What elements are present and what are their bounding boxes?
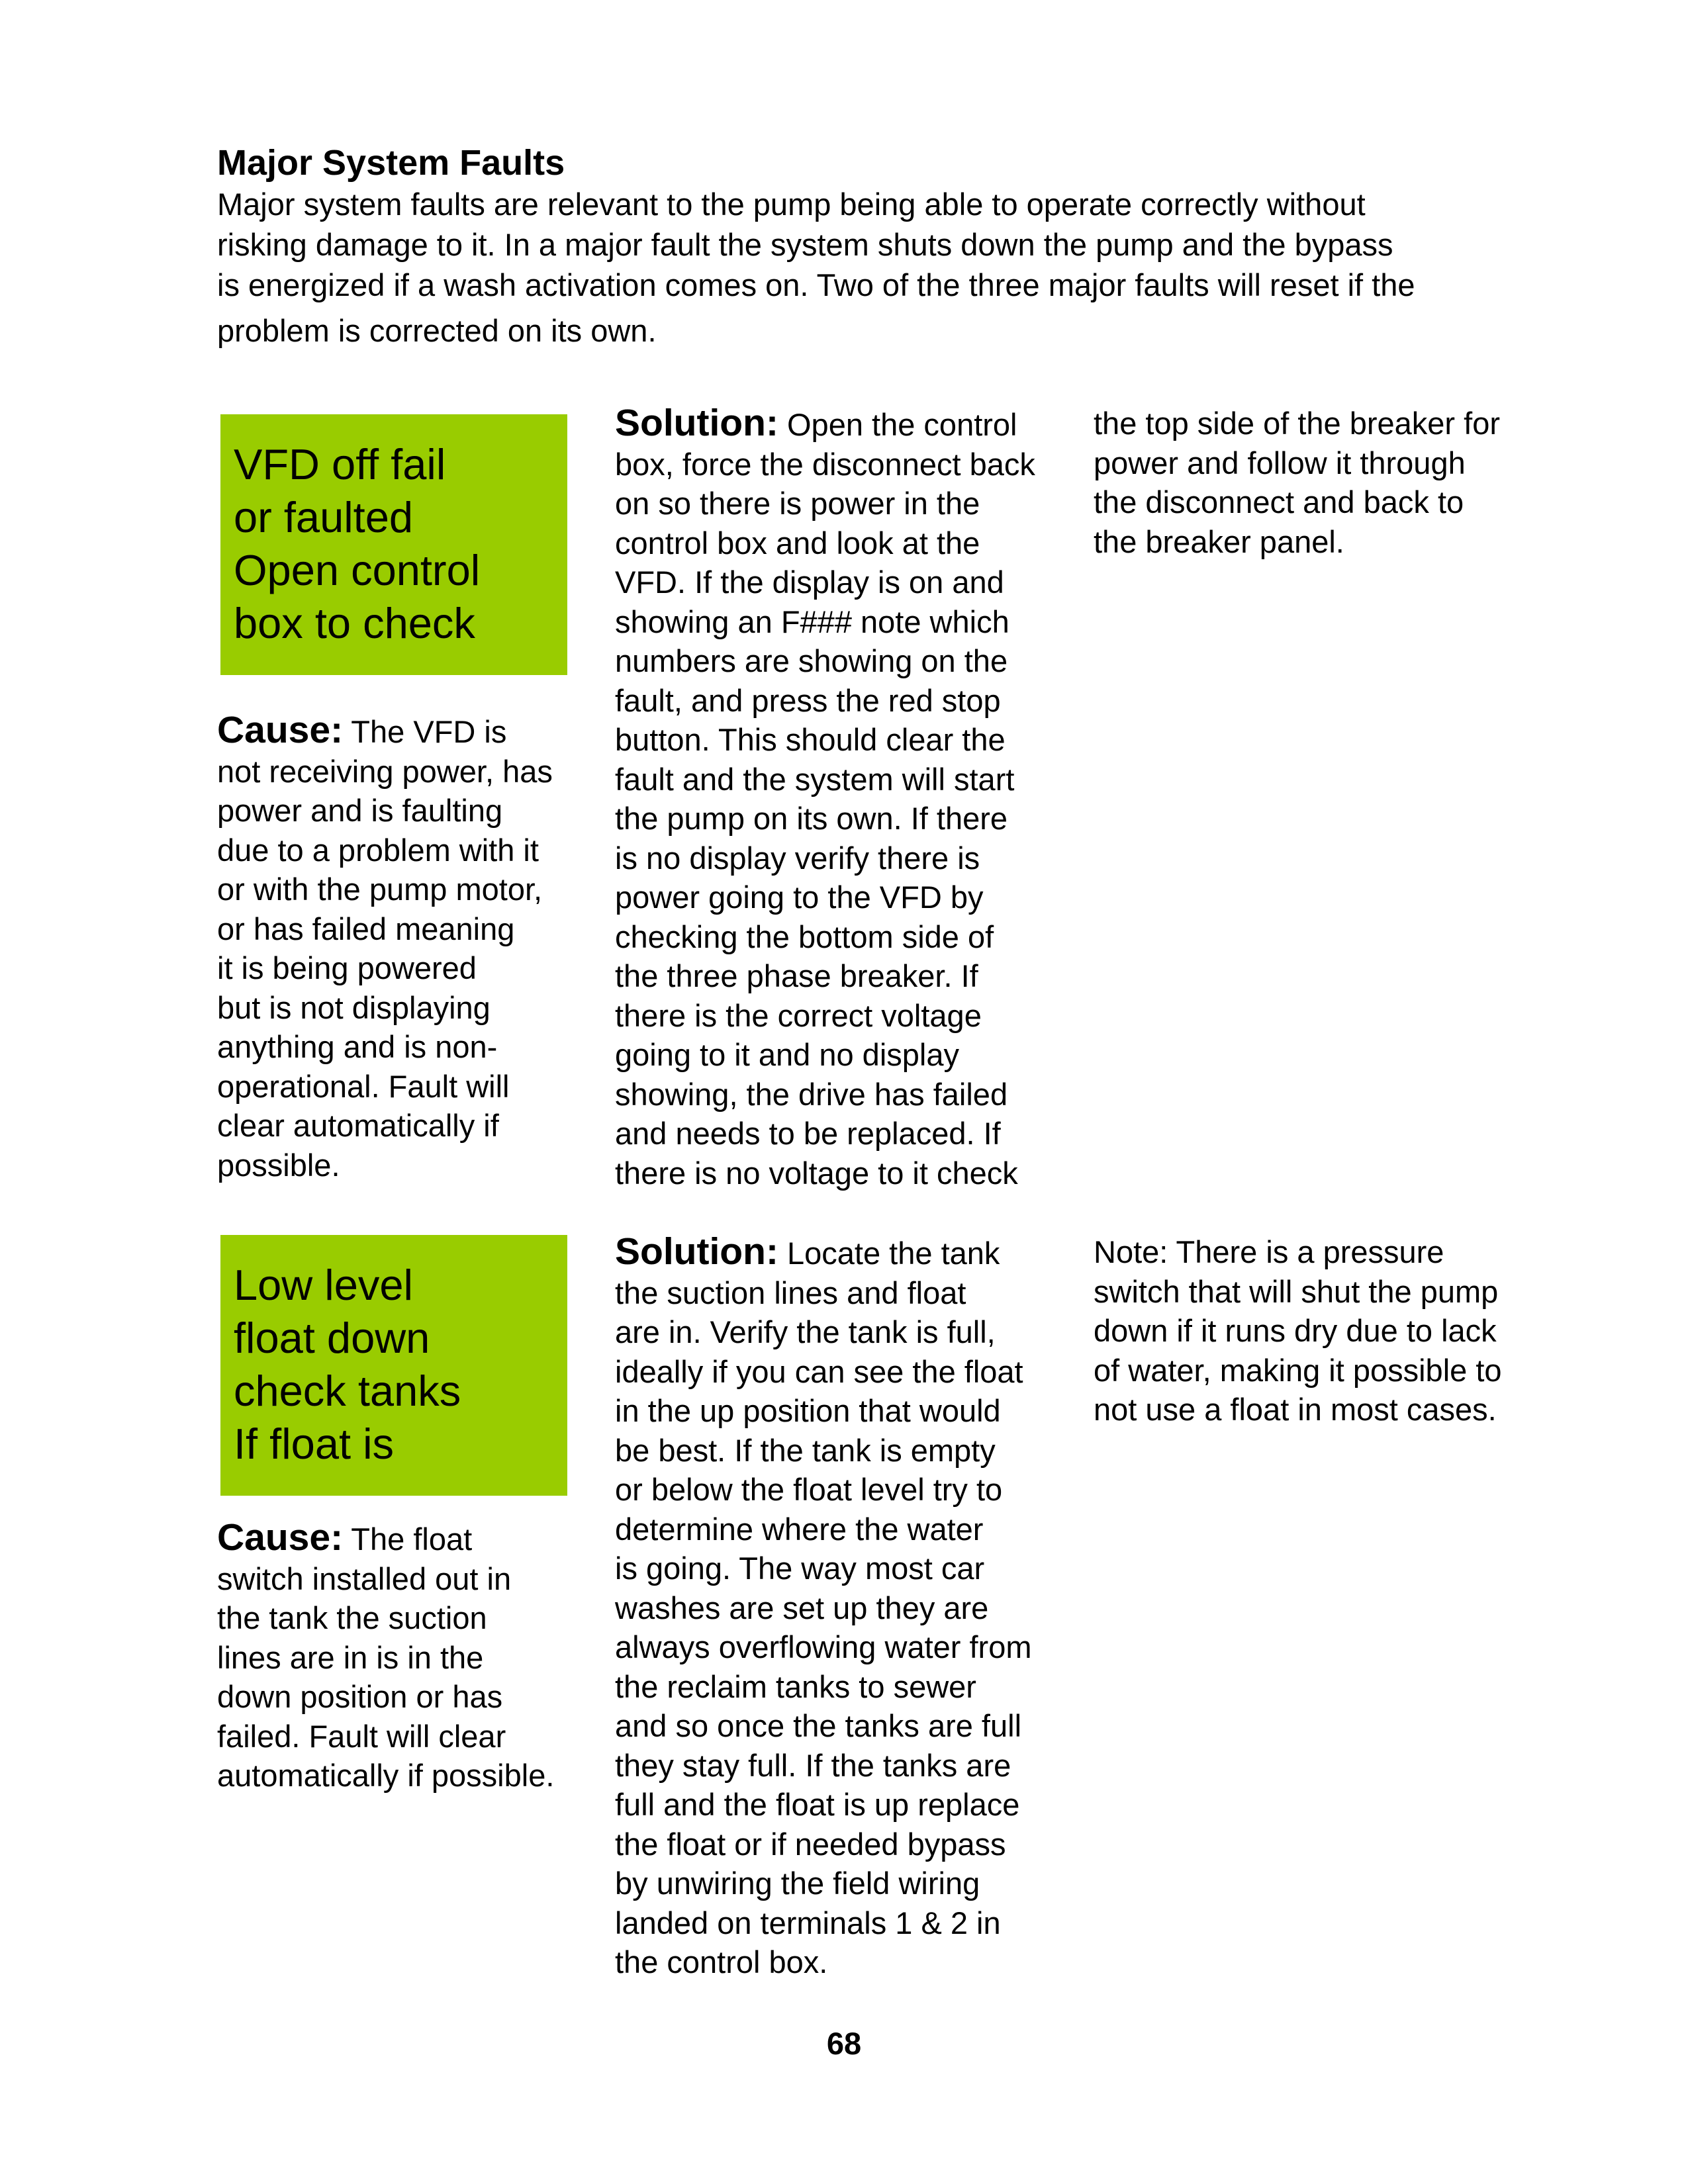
cause-label: Cause: bbox=[217, 709, 344, 751]
solution-line: always overflowing water from bbox=[615, 1629, 1032, 1664]
cause-line: down position or has bbox=[217, 1679, 503, 1714]
display-line: float down bbox=[234, 1314, 430, 1362]
cause-line: clear automatically if bbox=[217, 1108, 499, 1143]
solution-line: power going to the VFD by bbox=[615, 880, 984, 915]
cause-line: automatically if possible. bbox=[217, 1758, 555, 1793]
solution-line: is going. The way most car bbox=[615, 1551, 985, 1586]
cause-line: lines are in is in the bbox=[217, 1639, 484, 1675]
fault-note-low-level bbox=[1094, 1232, 1502, 1430]
intro-paragraph bbox=[217, 184, 1528, 351]
solution-line: they stay full. If the tanks are bbox=[615, 1747, 1011, 1783]
solution-line: checking the bottom side of bbox=[615, 919, 994, 954]
cause-line: possible. bbox=[217, 1147, 340, 1183]
solution-line: control box and look at the bbox=[615, 525, 980, 561]
cause-line: due to a problem with it bbox=[217, 832, 539, 868]
cause-line: failed. Fault will clear bbox=[217, 1718, 506, 1754]
display-line: If float is bbox=[234, 1420, 395, 1468]
solution-line: VFD. If the display is on and bbox=[615, 565, 1004, 600]
solution-line: there is no voltage to it check bbox=[615, 1155, 1018, 1191]
solution-line: ideally if you can see the float bbox=[615, 1353, 1023, 1389]
page-number: 68 bbox=[826, 2026, 862, 2061]
solution-line: and needs to be replaced. If bbox=[615, 1116, 1001, 1151]
solution-line: the three phase breaker. If bbox=[615, 958, 978, 993]
continued-line: the breaker panel. bbox=[1094, 523, 1344, 559]
cause-line: not receiving power, has bbox=[217, 753, 553, 789]
note-line: switch that will shut the pump bbox=[1094, 1273, 1499, 1309]
solution-line: there is the correct voltage bbox=[615, 997, 982, 1033]
continued-line: the top side of the breaker for bbox=[1094, 406, 1500, 441]
display-line: box to check bbox=[234, 599, 475, 647]
solution-line: box, force the disconnect back bbox=[615, 446, 1035, 482]
solution-line: numbers are showing on the bbox=[615, 643, 1008, 678]
solution-line: full and the float is up replace bbox=[615, 1787, 1020, 1822]
solution-line: showing an F### note which bbox=[615, 604, 1009, 639]
note-line: of water, making it possible to bbox=[1094, 1352, 1502, 1388]
solution-line: by unwiring the field wiring bbox=[615, 1866, 980, 1901]
continued-line: the disconnect and back to bbox=[1094, 484, 1464, 520]
solution-line: going to it and no display bbox=[615, 1037, 959, 1072]
solution-line: washes are set up they are bbox=[615, 1590, 989, 1625]
note-line: Note: There is a pressure bbox=[1094, 1234, 1444, 1269]
intro-line: risking damage to it. In a major fault the system shuts down the pump and the bypass bbox=[217, 227, 1393, 262]
solution-label: Solution: bbox=[615, 1230, 778, 1273]
intro-line: problem is corrected on its own. bbox=[217, 313, 657, 348]
cause-line: power and is faulting bbox=[217, 793, 503, 828]
solution-line: in the up position that would bbox=[615, 1393, 1001, 1428]
display-line: Low level bbox=[234, 1261, 413, 1309]
cause-line: or has failed meaning bbox=[217, 911, 515, 946]
cause-line: it is being powered bbox=[217, 950, 477, 985]
cause-first-line bbox=[217, 711, 553, 752]
intro-line: is energized if a wash activation comes on. Two of the three major faults will reset if the bbox=[217, 267, 1415, 302]
cause-text: The VFD is bbox=[343, 714, 507, 749]
continued-line: power and follow it through bbox=[1094, 445, 1466, 480]
solution-text: Locate the tank bbox=[778, 1236, 1000, 1271]
solution-text: Open the control bbox=[778, 407, 1017, 442]
fault-solution-continued-vfd bbox=[1094, 404, 1500, 561]
solution-line: landed on terminals 1 & 2 in bbox=[615, 1905, 1001, 1940]
solution-line: button. This should clear the bbox=[615, 722, 1006, 757]
fault-solution-low-level bbox=[615, 1232, 1032, 1982]
display-line: VFD off fail bbox=[234, 440, 446, 488]
solution-line: and so once the tanks are full bbox=[615, 1708, 1022, 1743]
solution-first-line bbox=[615, 404, 1035, 445]
solution-line: showing, the drive has failed bbox=[615, 1076, 1008, 1112]
note-line: down if it runs dry due to lack bbox=[1094, 1313, 1497, 1348]
solution-line: is no display verify there is bbox=[615, 840, 980, 876]
solution-line: the reclaim tanks to sewer bbox=[615, 1668, 976, 1704]
solution-label: Solution: bbox=[615, 402, 778, 444]
cause-line: the tank the suction bbox=[217, 1600, 487, 1635]
fault-display-vfd bbox=[220, 414, 567, 675]
solution-line: fault and the system will start bbox=[615, 761, 1015, 797]
solution-line: the suction lines and float bbox=[615, 1275, 966, 1310]
solution-line: or below the float level try to bbox=[615, 1472, 1003, 1507]
cause-label: Cause: bbox=[217, 1516, 344, 1559]
fault-display-low-level bbox=[220, 1235, 567, 1496]
solution-line: the control box. bbox=[615, 1944, 828, 1979]
solution-first-line bbox=[615, 1232, 1032, 1273]
note-line: not use a float in most cases. bbox=[1094, 1392, 1497, 1427]
display-line: or faulted bbox=[234, 493, 414, 541]
solution-line: the pump on its own. If there bbox=[615, 801, 1008, 836]
cause-line: or with the pump motor, bbox=[217, 872, 543, 907]
solution-line: are in. Verify the tank is full, bbox=[615, 1314, 996, 1349]
cause-line: anything and is non- bbox=[217, 1029, 498, 1064]
intro-line: Major system faults are relevant to the pump being able to operate correctly without bbox=[217, 187, 1366, 222]
solution-line: be best. If the tank is empty bbox=[615, 1432, 996, 1468]
cause-line: but is not displaying bbox=[217, 989, 491, 1025]
fault-cause-vfd bbox=[217, 711, 553, 1185]
cause-first-line bbox=[217, 1518, 554, 1559]
section-title: Major System Faults bbox=[217, 143, 565, 183]
fault-solution-vfd bbox=[615, 404, 1035, 1193]
cause-line: operational. Fault will bbox=[217, 1068, 510, 1104]
cause-line: switch installed out in bbox=[217, 1561, 512, 1596]
solution-line: the float or if needed bypass bbox=[615, 1826, 1006, 1862]
solution-line: fault, and press the red stop bbox=[615, 682, 1001, 718]
solution-line: determine where the water bbox=[615, 1511, 984, 1547]
solution-line: on so there is power in the bbox=[615, 486, 980, 521]
display-line: Open control bbox=[234, 546, 481, 594]
cause-text: The float bbox=[343, 1522, 473, 1557]
fault-cause-low-level bbox=[217, 1518, 554, 1796]
display-line: check tanks bbox=[234, 1367, 461, 1415]
